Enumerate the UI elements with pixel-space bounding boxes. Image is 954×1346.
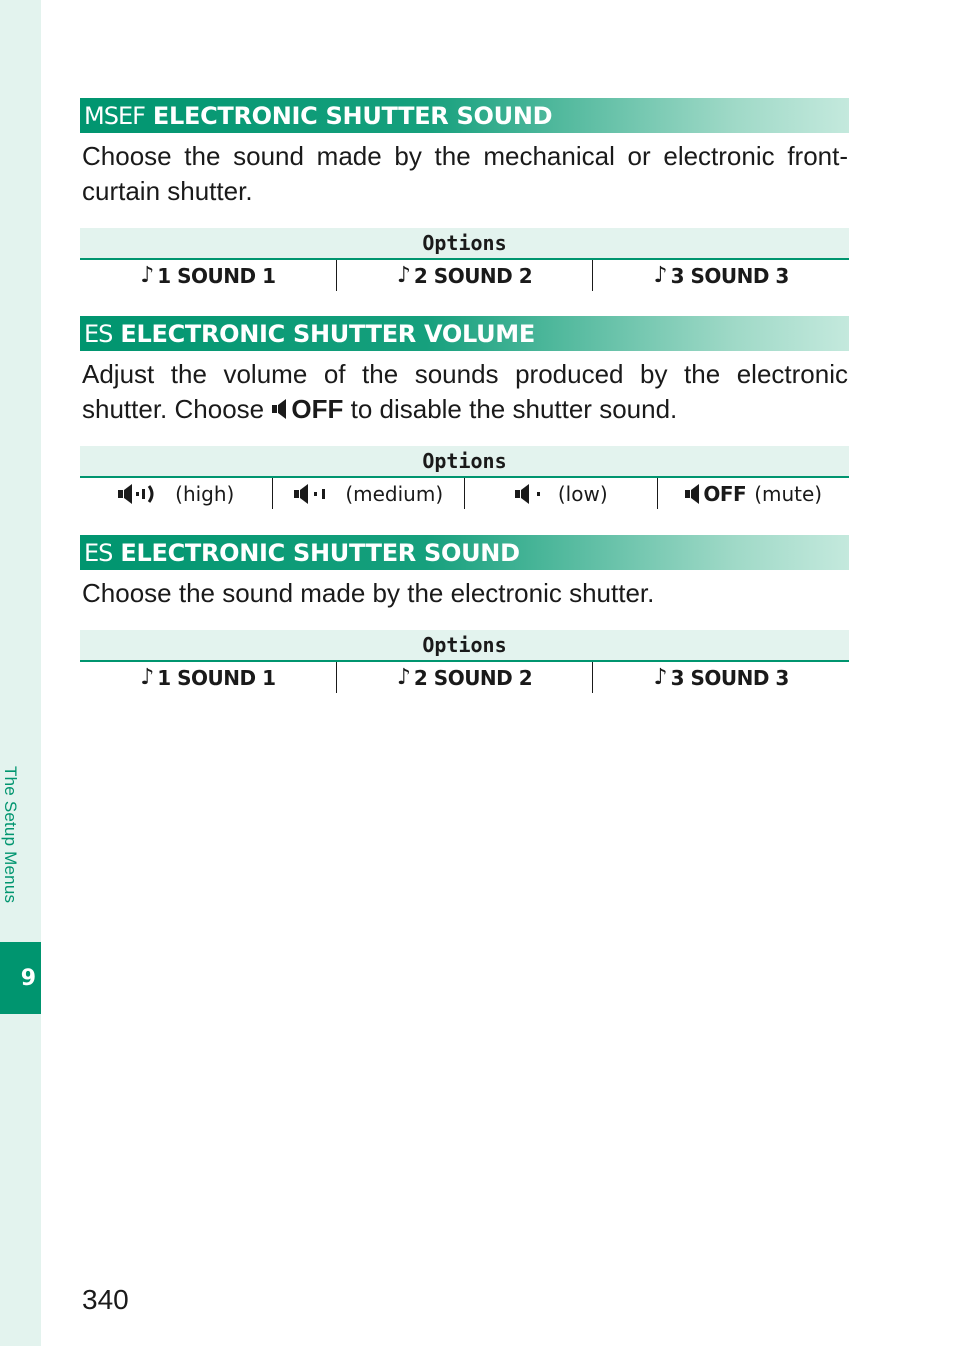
section-description: Choose the sound made by the electronic shutter. xyxy=(82,578,655,608)
music-note-icon: ♪ xyxy=(140,665,155,690)
volume-medium-icon xyxy=(293,483,331,505)
page-number: 340 xyxy=(82,1284,129,1315)
option-sound-2[interactable]: ♪ 2 SOUND 2 xyxy=(336,662,593,693)
option-volume-medium[interactable]: (medium) xyxy=(272,478,465,509)
chapter-title-vertical: The Setup Menus xyxy=(1,766,20,904)
music-note-icon: ♪ xyxy=(140,263,155,288)
volume-low-icon xyxy=(514,483,544,505)
section-title: ELECTRONIC SHUTTER SOUND xyxy=(152,101,553,130)
section-description: Choose the sound made by the mechanical or electronic front-curtain shutter. xyxy=(82,141,848,206)
options-table xyxy=(80,630,849,693)
es-icon: ES xyxy=(84,319,113,348)
section-title: ELECTRONIC SHUTTER SOUND xyxy=(120,538,520,567)
options-row xyxy=(80,660,849,693)
ms-ef-icon: MSEF xyxy=(84,101,145,130)
option-sound-2[interactable]: ♪ 2 SOUND 2 xyxy=(336,260,593,291)
music-note-icon: ♪ xyxy=(653,665,668,690)
options-row xyxy=(80,476,849,509)
section-header-es-shutter-volume xyxy=(80,316,849,351)
options-row xyxy=(80,258,849,291)
music-note-icon: ♪ xyxy=(396,263,411,288)
speaker-icon xyxy=(271,398,291,420)
chapter-number: 9 xyxy=(20,965,36,991)
options-header: Options xyxy=(80,228,849,258)
options-table xyxy=(80,228,849,291)
options-header: Options xyxy=(80,630,849,660)
option-sound-1[interactable]: ♪ 1 SOUND 1 xyxy=(140,665,276,690)
section-header-es-shutter-sound xyxy=(80,535,849,570)
section-header-ms-ef-shutter-sound xyxy=(80,98,849,133)
option-sound-3[interactable]: ♪ 3 SOUND 3 xyxy=(592,260,849,291)
volume-off-icon xyxy=(684,483,702,505)
volume-high-icon xyxy=(117,483,161,505)
option-volume-low[interactable]: (low) xyxy=(464,478,657,509)
option-volume-high[interactable]: (high) xyxy=(80,478,272,509)
options-header: Options xyxy=(80,446,849,476)
options-table xyxy=(80,446,849,509)
option-sound-3[interactable]: ♪ 3 SOUND 3 xyxy=(592,662,849,693)
music-note-icon: ♪ xyxy=(653,263,668,288)
es-icon: ES xyxy=(84,538,113,567)
side-strip xyxy=(0,0,41,1346)
off-bold: OFF xyxy=(291,394,344,424)
section-description: Adjust the volume of the sounds produced by the electronic shutter. Choose OFF to disable the shutter sound. xyxy=(82,359,848,424)
chapter-tab[interactable] xyxy=(0,942,41,1014)
section-title: ELECTRONIC SHUTTER VOLUME xyxy=(120,319,535,348)
option-sound-1[interactable]: ♪ 1 SOUND 1 xyxy=(140,263,276,288)
option-volume-off[interactable]: OFF (mute) xyxy=(657,478,850,509)
music-note-icon: ♪ xyxy=(396,665,411,690)
